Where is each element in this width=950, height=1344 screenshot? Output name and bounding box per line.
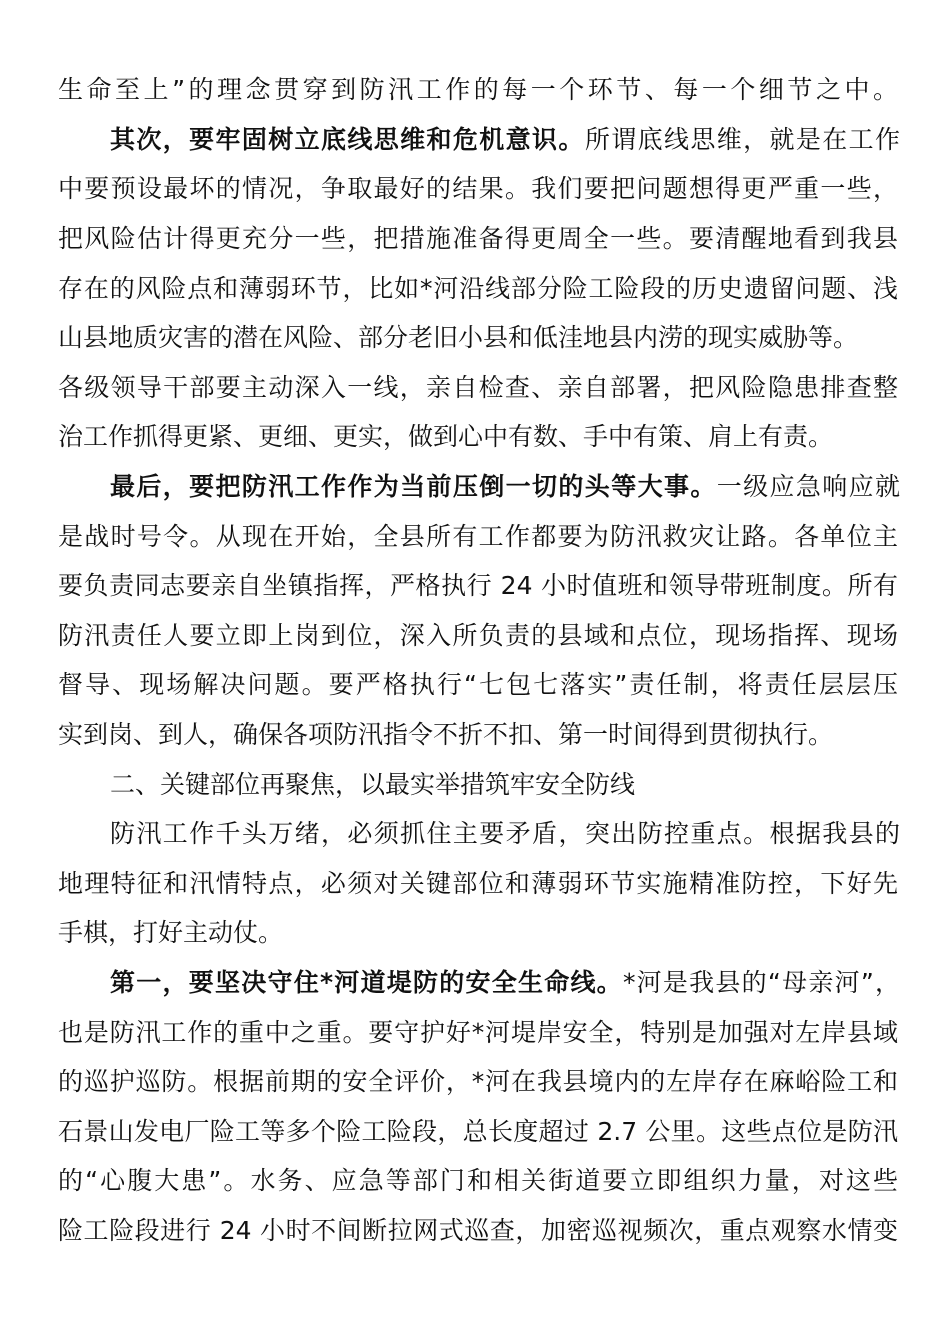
paragraph-heading-line: 其次，要牢固树立底线思维和危机意识。所谓底线思维，就是在工作 [110, 125, 900, 154]
text-line: 督导、现场解决问题。要严格执行“七包七落实”责任制，将责任层层压 [58, 670, 898, 699]
text-line: 险工险段进行 24 小时不间断拉网式巡查，加密巡视频次，重点观察水情变 [58, 1216, 898, 1245]
text-line: 存在的风险点和薄弱环节，比如*河沿线部分险工险段的历史遗留问题、浅 [58, 274, 898, 303]
text-line: 治工作抓得更紧、更细、更实，做到心中有数、手中有策、肩上有责。 [58, 422, 834, 451]
bold-lead: 第一，要坚决守住*河道堤防的安全生命线。 [110, 968, 623, 997]
section-heading: 二、关键部位再聚焦，以最实举措筑牢安全防线 [110, 770, 636, 799]
text-line: 的巡护巡防。根据前期的安全评价，*河在我县境内的左岸存在麻峪险工和 [58, 1067, 898, 1096]
bold-lead: 最后，要把防汛工作作为当前压倒一切的头等大事。 [110, 472, 717, 501]
paragraph-heading-line: 最后，要把防汛工作作为当前压倒一切的头等大事。一级应急响应就 [110, 472, 900, 501]
text-line: 也是防汛工作的重中之重。要守护好*河堤岸安全，特别是加强对左岸县域 [58, 1018, 898, 1047]
text-line: 各级领导干部要主动深入一线，亲自检查、亲自部署，把风险隐患排查整 [58, 373, 898, 402]
text-line: 石景山发电厂险工等多个险工险段，总长度超过 2.7 公里。这些点位是防汛 [58, 1117, 898, 1146]
text-line: 要负责同志要亲自坐镇指挥，严格执行 24 小时值班和领导带班制度。所有 [58, 571, 898, 600]
text-line: 防汛责任人要立即上岗到位，深入所负责的县域和点位，现场指挥、现场 [58, 621, 898, 650]
text-line: 地理特征和汛情特点，必须对关键部位和薄弱环节实施精准防控，下好先 [58, 869, 898, 898]
text-line: 是战时号令。从现在开始，全县所有工作都要为防汛救灾让路。各单位主 [58, 522, 898, 551]
bold-lead: 其次，要牢固树立底线思维和危机意识。 [110, 125, 585, 154]
text-line: 的“心腹大患”。水务、应急等部门和相关街道要立即组织力量，对这些 [58, 1166, 898, 1195]
text-line: 实到岗、到人，确保各项防汛指令不折不扣、第一时间得到贯彻执行。 [58, 720, 834, 749]
text-line: 生命至上”的理念贯穿到防汛工作的每一个环节、每一个细节之中。 [58, 75, 898, 104]
text-line: 中要预设最坏的情况，争取最好的结果。我们要把问题想得更严重一些， [58, 174, 898, 203]
text-line: 山县地质灾害的潜在风险、部分老旧小县和低洼地县内涝的现实威胁等。 [58, 323, 859, 352]
paragraph-heading-line: 第一，要坚决守住*河道堤防的安全生命线。*河是我县的“母亲河”， [110, 968, 901, 997]
text-line: 手棋，打好主动仗。 [58, 918, 284, 947]
text-line: 防汛工作千头万绪，必须抓住主要矛盾，突出防控重点。根据我县的 [110, 819, 900, 848]
text-line: 把风险估计得更充分一些，把措施准备得更周全一些。要清醒地看到我县 [58, 224, 898, 253]
